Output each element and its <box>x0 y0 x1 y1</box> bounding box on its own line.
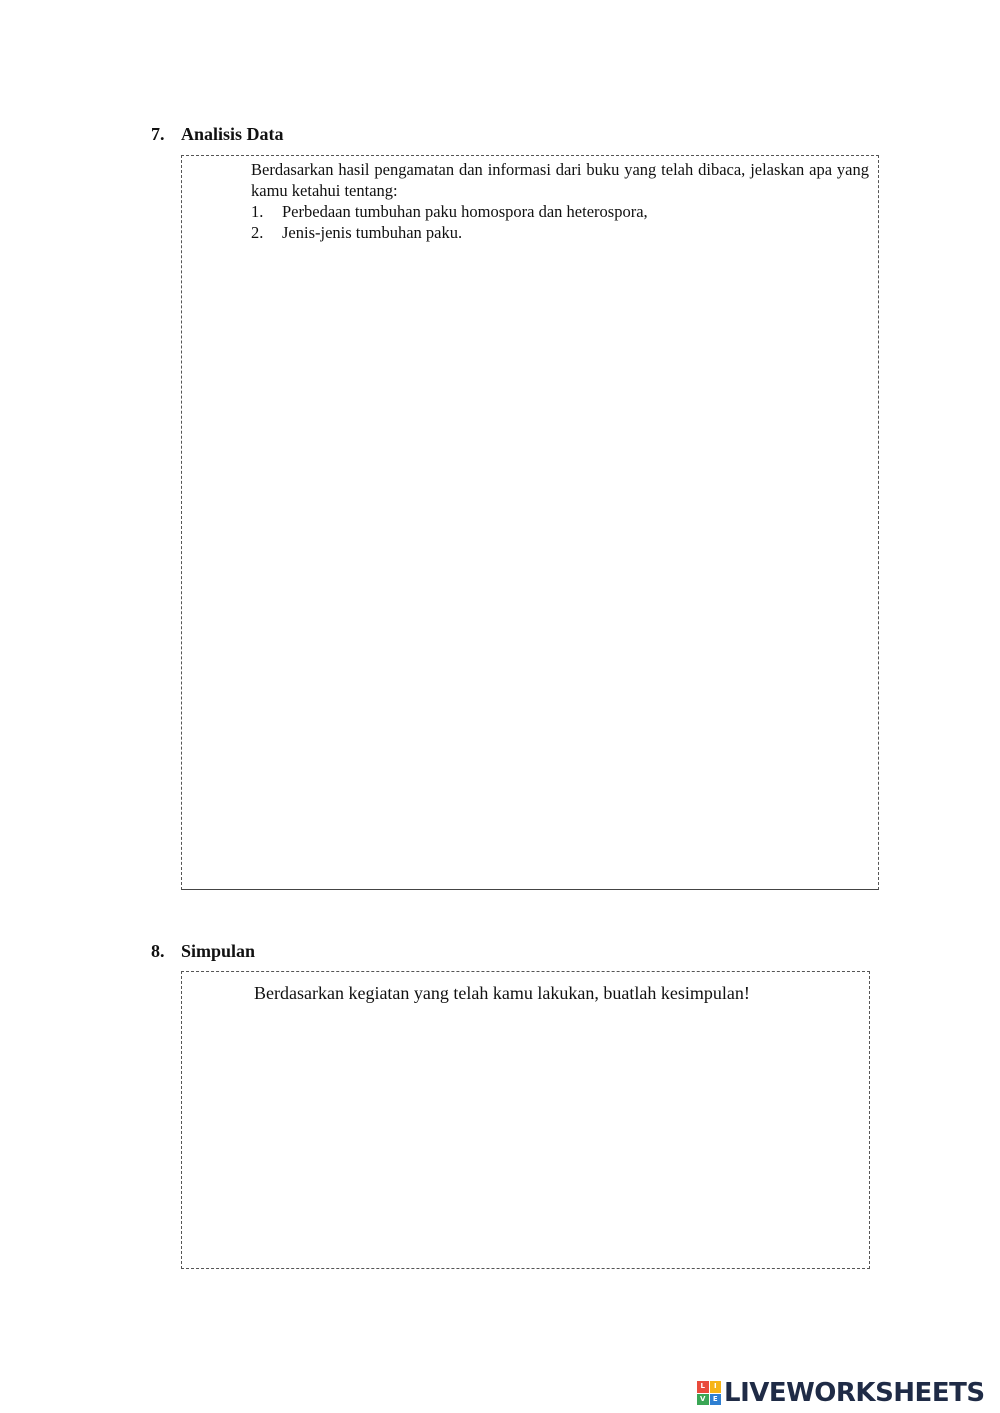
liveworksheets-brand <box>697 1378 985 1408</box>
section-8-number: 8. <box>151 941 165 961</box>
list-item-number: 2. <box>251 223 264 242</box>
section-8-heading <box>151 940 255 962</box>
list-item <box>251 222 851 243</box>
list-item-text: Jenis-jenis tumbuhan paku. <box>282 223 463 242</box>
list-item-number: 1. <box>251 202 264 221</box>
list-item <box>251 201 851 222</box>
conclusion-answer-box[interactable] <box>181 971 870 1269</box>
logo-tile: I <box>710 1381 722 1393</box>
liveworksheets-logo-icon <box>697 1381 721 1405</box>
logo-tile: L <box>697 1381 709 1393</box>
logo-tile: E <box>710 1394 722 1406</box>
analysis-intro-text: Berdasarkan hasil pengamatan dan informasi dari buku yang telah dibaca, jelaskan apa yang kamu ketahui tentang: <box>251 160 869 200</box>
analysis-answer-box[interactable] <box>181 155 879 890</box>
logo-tile: V <box>697 1394 709 1406</box>
section-7-title: Analisis Data <box>181 124 284 144</box>
section-7-number: 7. <box>151 124 165 144</box>
liveworksheets-wordmark: LIVEWORKSHEETS <box>724 1378 985 1408</box>
conclusion-prompt-text: Berdasarkan kegiatan yang telah kamu lakukan, buatlah kesimpulan! <box>254 983 750 1003</box>
analysis-question-list <box>251 201 851 243</box>
list-item-text: Perbedaan tumbuhan paku homospora dan heterospora, <box>282 202 648 221</box>
section-8-title: Simpulan <box>181 941 256 961</box>
section-7-heading <box>151 123 284 145</box>
